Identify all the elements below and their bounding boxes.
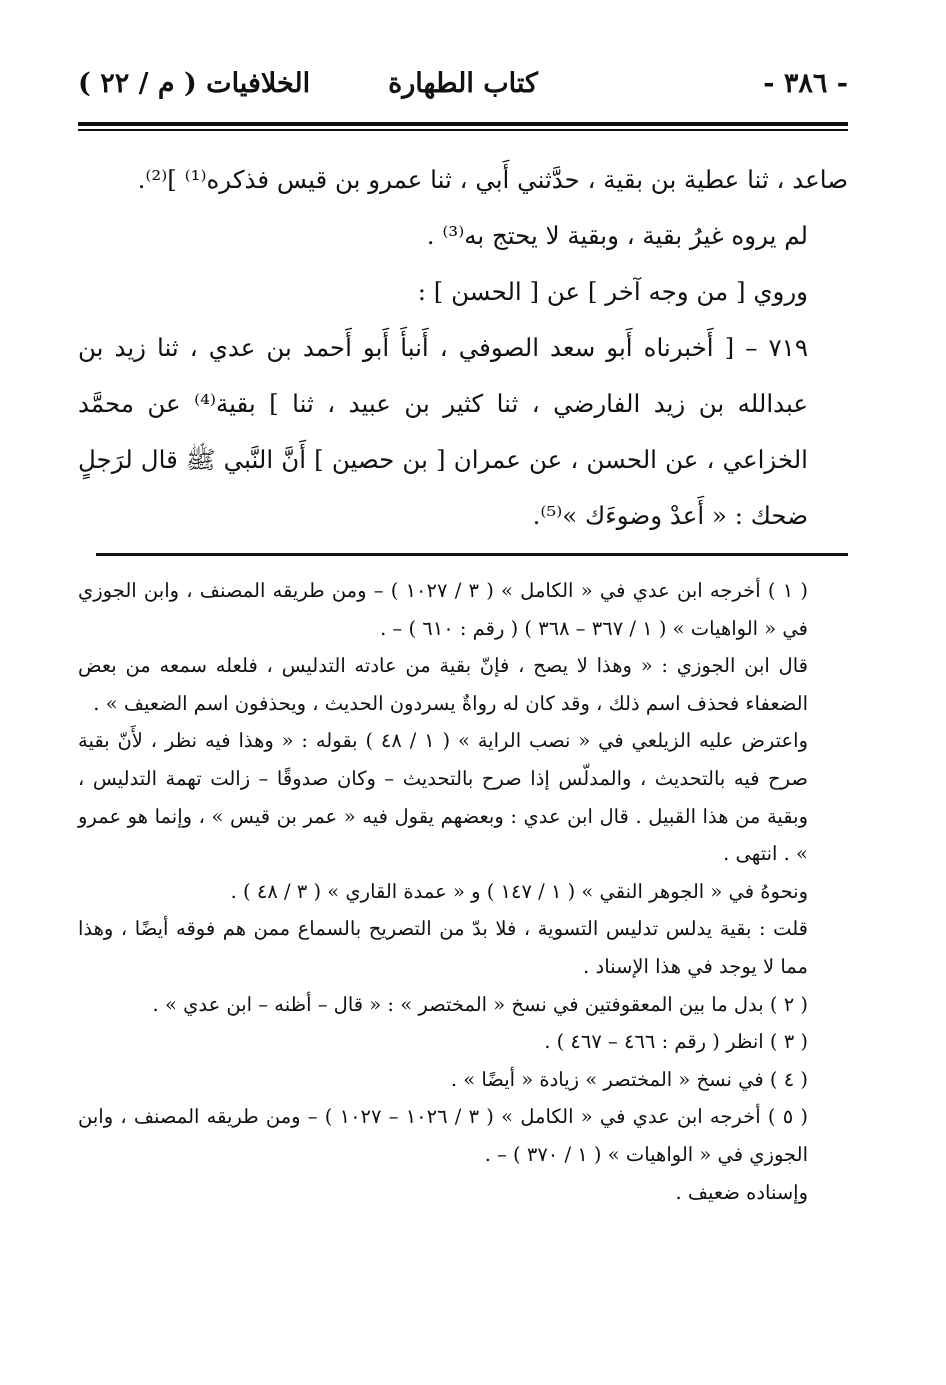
main-paragraph: صاعد ، ثنا عطية بن بقية ، حدَّثني أَبي ، ثنا عمرو بن قيس فذكره⁽¹⁾ ]⁽²⁾. — [137, 165, 848, 194]
header-rule-thin — [78, 129, 848, 131]
footnote-5: ( ٥ ) أخرجه ابن عدي في « الكامل » ( ٣ / ١٠٢٦ – ١٠٢٧ ) – ومن طريقه المصنف ، وابن الجوزي في « الواهيات » ( ١ / ٣٧٠ ) – . — [78, 1105, 809, 1166]
footnote-1-comment: ونحوهُ في « الجوهر النقي » ( ١ / ١٤٧ ) و « عمدة القاري » ( ٣ / ٤٨ ) . — [230, 879, 808, 903]
main-paragraph: وروي [ من وجه آخر ] عن [ الحسن ] : — [417, 277, 808, 306]
footnote-separator — [96, 553, 848, 556]
footnotes — [78, 572, 848, 1211]
main-paragraph: لم يروه غيرُ بقية ، وبقية لا يحتج به⁽³⁾ . — [426, 221, 808, 250]
hadith-719: ٧١٩ – [ أَخبرناه أَبو سعد الصوفي ، أَنبأَ أَبو أَحمد بن عدي ، ثنا زيد بن عبدالله بن زيد الفارضي ، ثنا كثير بن عبيد ، ثنا ] بقية⁽⁴⁾ عن محمَّد الخزاعي ، عن الحسن ، عن عمران [ بن حصين ] أَنَّ النَّبي ﷺ قال لرَجلٍ ضحك : « أَعدْ وضوءَك »⁽⁵⁾. — [78, 333, 808, 530]
footnote-1-comment: واعترض عليه الزيلعي في « نصب الراية » ( ١ / ٤٨ ) بقوله : « وهذا فيه نظر ، لأَنّ بقية صرح فيه بالتحديث ، والمدلّس إذا صرح بالتحديث – وكان صدوقًا – زالت تهمة التدليس ، وبقية من هذا القبيل . قال ابن عدي : وبعضهم يقول فيه « عمر بن قيس » ، وإنما هو عمرو » . انتهى . — [78, 729, 809, 866]
footnote-5-comment: وإسناده ضعيف . — [675, 1180, 808, 1204]
page-number: - ٣٨٦ - — [763, 68, 848, 99]
footnote-1: ( ١ ) أخرجه ابن عدي في « الكامل » ( ٣ / ١٠٢٧ ) – ومن طريقه المصنف ، وابن الجوزي في « الواهيات » ( ١ / ٣٦٧ – ٣٦٨ ) ( رقم : ٦١٠ ) – . — [78, 579, 809, 640]
page-header — [78, 60, 848, 116]
footnote-1-comment: قال ابن الجوزي : « وهذا لا يصح ، فإنّ بقية من عادته التدليس ، فلعله سمعه من بعض الضعفاء فحذف اسم ذلك ، وقد كان له رواةٌ يسردون الحديث ، ويحذفون اسم الضعيف » . — [78, 654, 808, 715]
footnote-2: ( ٢ ) بدل ما بين المعقوفتين في نسخ « المختصر » : « قال – أظنه – ابن عدي » . — [152, 992, 808, 1016]
series-title: الخلافيات ( م / ٢٢ ) — [78, 68, 311, 99]
footnote-1-comment: قلت : بقية يدلس تدليس التسوية ، فلا بدّ من التصريح بالسماع ممن هم فوقه أيضًا ، وهذا مما لا يوجد في هذا الإسناد . — [78, 917, 808, 978]
footnote-4: ( ٤ ) في نسخ « المختصر » زيادة « أيضًا » . — [450, 1067, 808, 1091]
book-title: كتاب الطهارة — [388, 68, 538, 99]
header-rule-thick — [78, 122, 848, 126]
main-text — [78, 152, 848, 544]
footnote-3: ( ٣ ) انظر ( رقم : ٤٦٦ – ٤٦٧ ) . — [544, 1030, 808, 1054]
